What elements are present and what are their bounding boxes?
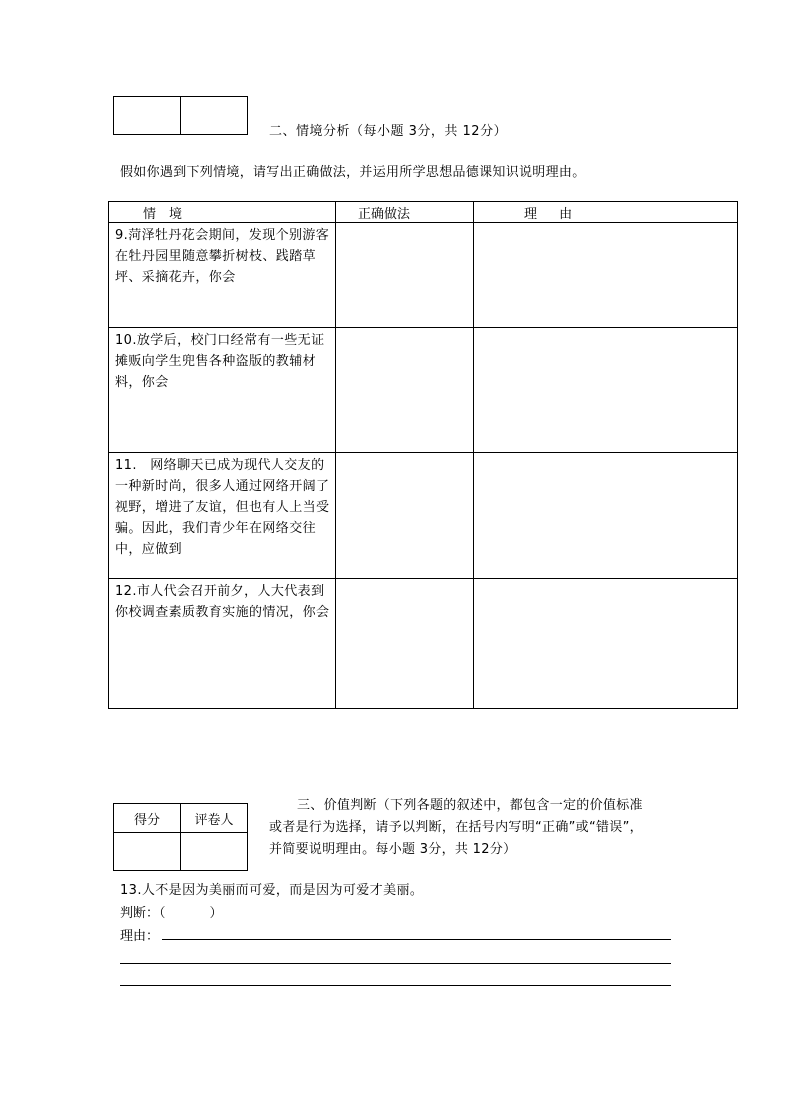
table-row (109, 579, 738, 709)
score-box-section2 (113, 96, 248, 135)
situation-cell: 10.放学后，校门口经常有一些无证摊贩向学生兜售各种盗版的教辅材料，你会 (109, 328, 336, 453)
section2-title: 二、情境分析（每小题 3分，共 12分） (269, 124, 508, 139)
score-cell[interactable] (114, 833, 181, 871)
score-box-section3 (113, 803, 248, 871)
situation-cell: 9.菏泽牡丹花会期间，发现个别游客在牡丹园里随意攀折树枝、践踏草坪、采摘花卉，你会 (109, 223, 336, 328)
header-situation: 情 境 (109, 202, 336, 223)
action-answer-cell[interactable] (336, 223, 474, 328)
header-reason: 理 由 (474, 202, 738, 223)
action-answer-cell[interactable] (336, 328, 474, 453)
situation-cell: 11. 网络聊天已成为现代人交友的一种新时尚，很多人通过网络开阔了视野，增进了友谊，但也有人上当受骗。因此，我们青少年在网络交往中，应做到 (109, 453, 336, 579)
question-13-text: 13.人不是因为美丽而可爱，而是因为可爱才美丽。 (120, 883, 424, 898)
action-answer-cell[interactable] (336, 579, 474, 709)
situation-analysis-table (108, 201, 738, 709)
table-header-row (109, 202, 738, 223)
score-cell[interactable] (114, 97, 181, 135)
judgment-label: 判断：（ (120, 906, 166, 921)
reason-answer-cell[interactable] (474, 328, 738, 453)
reason-answer-cell[interactable] (474, 453, 738, 579)
table-row (109, 328, 738, 453)
section2-intro: 假如你遇到下列情境，请写出正确做法，并运用所学思想品德课知识说明理由。 (120, 165, 586, 180)
grader-cell[interactable] (181, 833, 248, 871)
judgment-field[interactable] (120, 902, 223, 921)
score-label: 得分 (114, 804, 181, 833)
section3-title: 三、价值判断（下列各题的叙述中，都包含一定的价值标准 或者是行为选择，请予以判断，在括号内写明“正确”或“错误”， 并简要说明理由。每小题 3分，共 12分） (269, 798, 643, 857)
reason-answer-line[interactable] (120, 985, 671, 986)
reason-answer-line[interactable] (162, 939, 671, 940)
reason-answer-cell[interactable] (474, 579, 738, 709)
situation-cell: 12.市人代会召开前夕，人大代表到你校调查素质教育实施的情况，你会 (109, 579, 336, 709)
reason-answer-line[interactable] (120, 963, 671, 964)
judgment-close-paren: ） (209, 906, 223, 921)
reason-label: 理由： (120, 929, 160, 944)
header-action: 正确做法 (336, 202, 474, 223)
action-answer-cell[interactable] (336, 453, 474, 579)
grader-cell[interactable] (181, 97, 248, 135)
table-row (109, 223, 738, 328)
grader-label: 评卷人 (181, 804, 248, 833)
table-row (109, 453, 738, 579)
reason-answer-cell[interactable] (474, 223, 738, 328)
